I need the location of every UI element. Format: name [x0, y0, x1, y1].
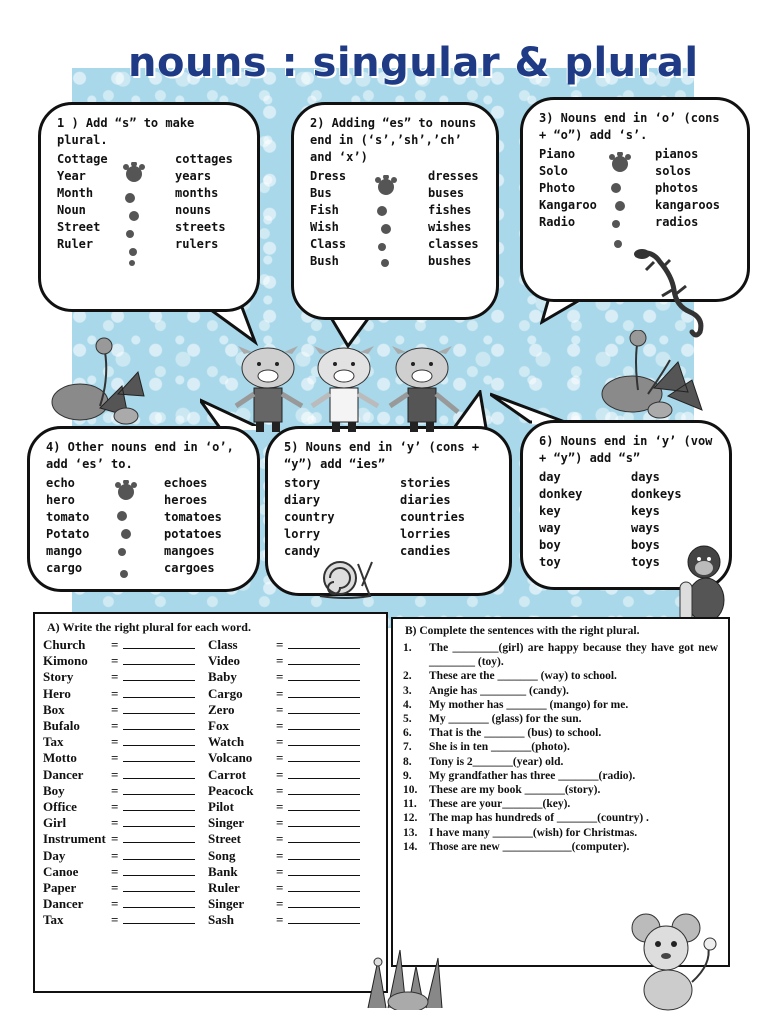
sentence-item [403, 740, 718, 754]
paw-print-icon [112, 480, 138, 580]
equals-sign: = [276, 701, 284, 717]
noun-pair: Class classes [310, 237, 479, 251]
equals-sign: = [276, 750, 284, 766]
equals-sign: = [111, 669, 119, 685]
paw-print-icon [372, 175, 398, 275]
equals-sign: = [111, 847, 119, 863]
plural-word-row [43, 783, 208, 799]
plural-word-row [43, 848, 208, 864]
equals-sign: = [276, 766, 284, 782]
answer-blank[interactable] [288, 702, 360, 714]
noun-pair: Ruler rulers [57, 237, 219, 251]
plural-word-row [43, 767, 208, 783]
equals-sign: = [276, 880, 284, 896]
plural-word-row [208, 799, 373, 815]
singular-word: Peacock [208, 782, 254, 798]
equals-sign: = [276, 863, 284, 879]
answer-blank[interactable] [288, 637, 360, 649]
singular-word: Street [208, 831, 241, 847]
exercise-a-left-column [43, 637, 208, 929]
sentence-text[interactable]: Tony is 2_______(year) old. [429, 755, 564, 768]
plural-word-row [43, 750, 208, 766]
sentence-text[interactable]: That is the _______ (bus) to school. [429, 727, 602, 740]
answer-blank[interactable] [288, 718, 360, 730]
answer-blank[interactable] [288, 831, 360, 843]
mouse-icon [628, 912, 724, 1012]
equals-sign: = [111, 912, 119, 928]
noun-pair: Noun nouns [57, 203, 212, 217]
plural-word-row [208, 815, 373, 831]
equals-sign: = [276, 669, 284, 685]
answer-blank[interactable] [288, 734, 360, 746]
answer-blank[interactable] [288, 848, 360, 860]
plural-word-row [43, 718, 208, 734]
answer-blank[interactable] [123, 799, 195, 811]
equals-sign: = [111, 734, 119, 750]
sentence-text[interactable]: These are the _______ (way) to school. [429, 670, 617, 683]
answer-blank[interactable] [288, 880, 360, 892]
equals-sign: = [276, 718, 284, 734]
noun-pair: Photo photos [539, 181, 699, 195]
answer-blank[interactable] [288, 653, 360, 665]
noun-pair: hero heroes [46, 493, 208, 507]
noun-pair: Month months [57, 186, 219, 200]
answer-blank[interactable] [288, 686, 360, 698]
sentence-item [403, 712, 718, 726]
noun-pair: Wish wishes [310, 220, 472, 234]
sentence-text[interactable]: She is in ten _______(photo). [429, 741, 570, 754]
equals-sign: = [276, 653, 284, 669]
sentence-item [403, 826, 718, 840]
answer-blank[interactable] [123, 637, 195, 649]
noun-pair: cargo cargoes [46, 561, 215, 575]
plural-word-row [43, 669, 208, 685]
noun-pair: way ways [539, 521, 660, 535]
sentence-item [403, 684, 718, 698]
sentence-number: 1. [403, 642, 412, 654]
answer-blank[interactable] [288, 864, 360, 876]
singular-word: Carrot [208, 766, 247, 782]
singular-word: Singer [208, 815, 245, 831]
plural-word-row [208, 864, 373, 880]
equals-sign: = [276, 815, 284, 831]
grass-icon [358, 940, 458, 1010]
singular-word: Tax [43, 912, 64, 928]
sentence-number: 12. [403, 812, 418, 825]
answer-blank[interactable] [123, 686, 195, 698]
equals-sign: = [111, 896, 119, 912]
answer-blank[interactable] [123, 669, 195, 681]
snail-icon [316, 556, 376, 604]
noun-pair: Dress dresses [310, 169, 479, 183]
sentence-item [403, 769, 718, 783]
noun-pair: country countries [284, 510, 466, 524]
singular-word: Office [43, 799, 77, 815]
rule-text: 5) Nouns end in ‘y’ (cons + “y”) add “ies” [284, 440, 480, 471]
singular-word: Bufalo [43, 718, 80, 734]
sentence-number: 13. [403, 826, 418, 839]
singular-word: Volcano [208, 750, 253, 766]
plural-word-row [43, 686, 208, 702]
noun-pair: Fish fishes [310, 203, 472, 217]
sentence-item [403, 797, 718, 811]
flower-icon [598, 330, 708, 420]
page-title: nouns : singular & plural [128, 40, 699, 86]
singular-word: Cargo [208, 685, 243, 701]
plural-word-row [208, 767, 373, 783]
equals-sign: = [276, 847, 284, 863]
equals-sign: = [111, 750, 119, 766]
singular-word: Zero [208, 701, 235, 717]
plural-word-row [43, 880, 208, 896]
exercise-a-heading: A) Write the right plural for each word. [47, 620, 251, 634]
singular-word: Hero [43, 685, 71, 701]
sentence-text[interactable]: These are my book _______(story). [429, 784, 601, 797]
plural-word-row [208, 637, 373, 653]
rule-text: 1 ) Add “s” to make plural. [57, 116, 195, 147]
noun-pair: lorry lorries [284, 527, 451, 541]
sentence-number: 8. [403, 755, 412, 768]
sentence-item [403, 783, 718, 797]
plural-word-row [43, 702, 208, 718]
plural-word-row [208, 783, 373, 799]
noun-pair: Solo solos [539, 164, 692, 178]
rule-text: 2) Adding “es” to nouns end in (‘s’,’sh’,’ch’ and ‘x’) [310, 116, 477, 164]
singular-word: Baby [208, 669, 237, 685]
answer-blank[interactable] [123, 718, 195, 730]
noun-pair: boy boys [539, 538, 660, 552]
equals-sign: = [276, 734, 284, 750]
plural-word-row [43, 637, 208, 653]
sentence-item [403, 726, 718, 740]
singular-word: Day [43, 847, 66, 863]
equals-sign: = [276, 637, 284, 652]
answer-blank[interactable] [123, 815, 195, 827]
singular-word: Video [208, 653, 241, 669]
plural-word-row [43, 896, 208, 912]
plural-word-row [208, 702, 373, 718]
sentence-text[interactable]: My mother has _______ (mango) for me. [429, 698, 629, 711]
singular-word: Dancer [43, 896, 84, 912]
equals-sign: = [111, 863, 119, 879]
equals-sign: = [111, 831, 119, 847]
sentence-text[interactable]: The map has hundreds of _______(country) . [429, 812, 649, 825]
answer-blank[interactable] [288, 896, 360, 908]
exercise-b-heading: B) Complete the sentences with the right plural. [405, 625, 640, 637]
equals-sign: = [111, 653, 119, 669]
equals-sign: = [111, 880, 119, 896]
noun-pair: key keys [539, 504, 660, 518]
sentence-list [403, 641, 718, 854]
answer-blank[interactable] [123, 912, 195, 924]
exercise-a-right-column [208, 637, 373, 929]
rule-text: 6) Nouns end in ‘y’ (vow + “y”) add “s” [539, 434, 713, 465]
answer-blank[interactable] [288, 815, 360, 827]
equals-sign: = [276, 782, 284, 798]
singular-word: Class [208, 637, 238, 652]
answer-blank[interactable] [123, 896, 195, 908]
answer-blank[interactable] [123, 734, 195, 746]
singular-word: Instrument [43, 831, 106, 847]
exercise-a-panel [33, 612, 388, 993]
noun-pair: Bush bushes [310, 254, 472, 268]
noun-pair: Cottage cottages [57, 152, 233, 166]
sentence-number: 6. [403, 727, 412, 740]
noun-pair: Potato potatoes [46, 527, 222, 541]
rule-bubble-5 [265, 426, 512, 596]
plural-word-row [208, 896, 373, 912]
singular-word: Song [208, 847, 236, 863]
sentence-number: 3. [403, 684, 412, 697]
sentence-item [403, 840, 718, 854]
answer-blank[interactable] [288, 783, 360, 795]
equals-sign: = [111, 718, 119, 734]
sentence-item [403, 641, 718, 669]
noun-pair: Kangaroo kangaroos [539, 198, 721, 212]
plural-word-row [208, 848, 373, 864]
singular-word: Boy [43, 782, 65, 798]
equals-sign: = [111, 701, 119, 717]
pig-icon [232, 346, 308, 436]
answer-blank[interactable] [123, 702, 195, 714]
plural-word-row [208, 718, 373, 734]
answer-blank[interactable] [288, 750, 360, 762]
answer-blank[interactable] [123, 864, 195, 876]
plural-word-row [208, 831, 373, 847]
noun-pair: mango mangoes [46, 544, 215, 558]
equals-sign: = [276, 831, 284, 847]
answer-blank[interactable] [288, 912, 360, 924]
noun-pair: candy candies [284, 544, 451, 558]
singular-word: Paper [43, 880, 77, 896]
equals-sign: = [276, 912, 284, 928]
plural-word-row [208, 750, 373, 766]
singular-word: Kimono [43, 653, 88, 669]
equals-sign: = [111, 815, 119, 831]
singular-word: Canoe [43, 863, 79, 879]
sentence-number: 7. [403, 741, 412, 754]
pig-icon [384, 346, 462, 436]
rule-text: 3) Nouns end in ‘o’ (cons + “o”) add ‘s’. [539, 111, 720, 142]
plural-word-row [43, 912, 208, 928]
sentence-number: 10. [403, 784, 418, 797]
singular-word: Pilot [208, 799, 234, 815]
noun-pair: Street streets [57, 220, 226, 234]
answer-blank[interactable] [123, 750, 195, 762]
singular-word: Singer [208, 896, 245, 912]
noun-pair: tomato tomatoes [46, 510, 222, 524]
sentence-text[interactable]: The ________(girl) are happy because they have got new ________ (toy). [429, 642, 718, 669]
noun-pair: echo echoes [46, 476, 208, 490]
sentence-text[interactable]: I have many _______(wish) for Christmas. [429, 826, 638, 839]
singular-word: Church [43, 637, 86, 652]
sentence-item [403, 698, 718, 712]
equals-sign: = [111, 637, 119, 652]
answer-blank[interactable] [123, 848, 195, 860]
singular-word: Tax [43, 734, 64, 750]
equals-sign: = [111, 766, 119, 782]
plural-word-row [43, 799, 208, 815]
singular-word: Watch [208, 734, 245, 750]
plural-word-row [208, 686, 373, 702]
sentence-text[interactable]: Those are new ____________(computer). [429, 840, 630, 853]
singular-word: Story [43, 669, 74, 685]
monkey-icon [672, 542, 732, 628]
noun-pair: diary diaries [284, 493, 451, 507]
plural-word-row [208, 669, 373, 685]
answer-blank[interactable] [123, 767, 195, 779]
sentence-number: 9. [403, 769, 412, 782]
singular-word: Ruler [208, 880, 240, 896]
noun-pair: Piano pianos [539, 147, 699, 161]
sentence-text[interactable]: My _______ (glass) for the sun. [429, 713, 582, 726]
flower-icon [40, 336, 150, 426]
plural-word-row [43, 864, 208, 880]
sentence-number: 11. [403, 798, 417, 811]
rule-bubble-4 [27, 426, 260, 592]
plural-word-row [43, 653, 208, 669]
sentence-number: 2. [403, 670, 412, 683]
sentence-text[interactable]: My grandfather has three _______(radio). [429, 769, 636, 782]
paw-print-icon [606, 152, 632, 252]
singular-word: Motto [43, 750, 77, 766]
noun-pair: Bus buses [310, 186, 465, 200]
lizard-icon [632, 240, 712, 340]
sentence-text[interactable]: Angie has ________ (candy). [429, 684, 569, 697]
noun-pair: story stories [284, 476, 451, 490]
singular-word: Fox [208, 718, 229, 734]
sentence-item [403, 669, 718, 683]
answer-blank[interactable] [123, 783, 195, 795]
equals-sign: = [111, 799, 119, 815]
equals-sign: = [111, 685, 119, 701]
paw-print-icon [120, 162, 146, 266]
sentence-number: 5. [403, 713, 412, 726]
sentence-item [403, 811, 718, 825]
singular-word: Dancer [43, 766, 84, 782]
sentence-text[interactable]: These are your_______(key). [429, 798, 571, 811]
plural-word-row [208, 734, 373, 750]
equals-sign: = [276, 685, 284, 701]
plural-word-row [208, 880, 373, 896]
answer-blank[interactable] [288, 767, 360, 779]
plural-word-row [208, 653, 373, 669]
singular-word: Box [43, 701, 65, 717]
equals-sign: = [276, 799, 284, 815]
singular-word: Bank [208, 863, 238, 879]
answer-blank[interactable] [288, 669, 360, 681]
noun-pair: toy toys [539, 555, 660, 569]
sentence-number: 14. [403, 840, 418, 853]
equals-sign: = [111, 782, 119, 798]
answer-blank[interactable] [123, 831, 195, 843]
noun-pair: Radio radios [539, 215, 699, 229]
plural-word-row [43, 815, 208, 831]
rule-text: 4) Other nouns end in ‘o’, add ‘es’ to. [46, 440, 234, 471]
singular-word: Sash [208, 912, 235, 928]
plural-word-row [43, 831, 208, 847]
plural-word-row [208, 912, 373, 928]
sentence-item [403, 755, 718, 769]
singular-word: Girl [43, 815, 67, 831]
pig-icon [306, 346, 382, 436]
noun-pair: day days [539, 470, 660, 484]
answer-blank[interactable] [288, 799, 360, 811]
answer-blank[interactable] [123, 880, 195, 892]
sentence-number: 4. [403, 698, 412, 711]
equals-sign: = [276, 896, 284, 912]
answer-blank[interactable] [123, 653, 195, 665]
rule-bubble-1 [38, 102, 260, 312]
noun-pair: Year years [57, 169, 212, 183]
noun-pair: donkey donkeys [539, 487, 682, 501]
plural-word-row [43, 734, 208, 750]
